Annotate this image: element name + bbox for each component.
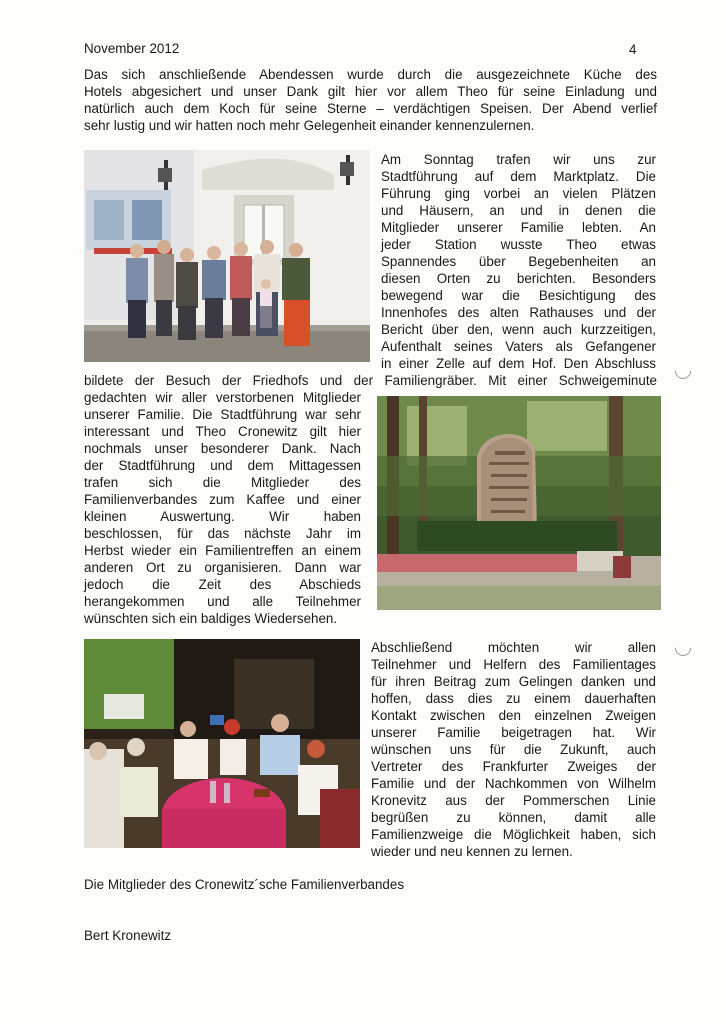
text-line: Kontakt zwischen den einzelnen Zweigen — [371, 708, 656, 723]
text-line: Aufenthalt seines Vaters als Gefangener — [381, 339, 656, 354]
text-line: Abschließend möchten wir allen — [371, 640, 656, 655]
group-photo — [84, 150, 370, 362]
text-line: natürlich auch dem Koch für seine Sterne – verdächtigen Speisen. Der Abend verlief — [84, 101, 657, 116]
text-line: Vertreter des Frankfurter Zweiges der — [371, 759, 656, 774]
text-line: Teilnehmer und Helfern des Familientages — [371, 657, 656, 672]
page-number: 4 — [629, 42, 637, 57]
text-line: Am Sonntag trafen wir uns zur — [381, 152, 656, 167]
text-line: wieder und neu kennen zu lernen. — [371, 844, 573, 859]
text-line: wünschen uns für die Zukunft, auch — [371, 742, 656, 757]
text-line: beschlossen, für das nächste Jahr im — [84, 526, 361, 541]
text-line: Kronevitz aus der Pommerschen Linie — [371, 793, 656, 808]
text-line: und Häusern, an und in denen die — [381, 203, 656, 218]
closing-paragraph — [371, 639, 656, 860]
text-line: Führung ging vorbei an vielen Plätzen — [381, 186, 656, 201]
text-line: für ihren Beitrag zum Gelingen danken und — [371, 674, 656, 689]
text-line: Spannendes über Begebenheiten an — [381, 254, 656, 269]
punch-hole-mark — [672, 637, 695, 660]
text-line: Bericht über den, wenn auch kurzzeitigen, — [381, 322, 656, 337]
text-line: jedoch die Zeit des Abschieds — [84, 577, 361, 592]
author-name: Bert Kronewitz — [84, 928, 172, 943]
text-line: bewegend war die Besichtigung des — [381, 288, 656, 303]
gravestone-photo — [377, 396, 661, 610]
text-line: Innenhofes des alten Rathauses und der — [381, 305, 656, 320]
text-line: hoffen, dass dies zu einem dauerhaften — [371, 691, 656, 706]
text-line: trafen sich die Mitglieder des — [84, 475, 361, 490]
sunday-paragraph — [381, 151, 656, 372]
text-line: der Stadtführung und dem Mittagessen — [84, 458, 361, 473]
cemetery-paragraph — [84, 389, 361, 627]
text-line: wünschten sich ein baldiges Wiedersehen. — [84, 611, 338, 626]
text-line: anderen Ort zu organisieren. Dann war — [84, 560, 361, 575]
intro-paragraph — [84, 66, 657, 134]
signature-line: Die Mitglieder des Cronewitz´sche Familienverbandes — [84, 877, 405, 892]
text-line: begrüßen zu können, damit alle — [371, 810, 656, 825]
punch-hole-mark — [672, 360, 695, 383]
text-line: Das sich anschließende Abendessen wurde durch die ausgezeichnete Küche des — [84, 67, 657, 82]
text-line: jeder Station wusste Theo etwas — [381, 237, 656, 252]
cafe-photo — [84, 639, 360, 848]
text-line: bildete der Besuch der Friedhofs und der Familiengräber. Mit einer Schweigeminute — [84, 373, 657, 388]
text-line: gedachten wir aller verstorbenen Mitglieder — [84, 390, 361, 405]
text-line: Familie und der Nachkommen von Wilhelm — [371, 776, 656, 791]
text-line: unserer Familie. Die Stadtführung war sehr — [84, 407, 361, 422]
text-line: herangekommen und alle Teilnehmer — [84, 594, 361, 609]
text-line: Familienzweige die Möglichkeit haben, sich — [371, 827, 656, 842]
text-line: diesen Orten zu berichten. Besonders — [381, 271, 656, 286]
text-line: interessant und Theo Cronewitz gilt hier — [84, 424, 361, 439]
text-line: Hotels abgesichert und unser Dank gilt hier vor allem Theo für seine Einladung und — [84, 84, 657, 99]
text-line: Mitglieder unserer Familie lebten. An — [381, 220, 656, 235]
text-line: Herbst wieder ein Familientreffen an einem — [84, 543, 361, 558]
text-line: kleinen Auswertung. Wir haben — [84, 509, 361, 524]
header-date: November 2012 — [84, 41, 180, 56]
text-line: Familienverbandes zum Kaffee und einer — [84, 492, 361, 507]
text-line: nochmals unser besonderer Dank. Nach — [84, 441, 361, 456]
text-line: Stadtführung auf dem Marktplatz. Die — [381, 169, 656, 184]
text-line: in einer Zelle auf dem Hof. Den Abschluss — [381, 356, 656, 371]
text-line: unserer Familie beigetragen hat. Wir — [371, 725, 656, 740]
text-line: sehr lustig und wir hatten noch mehr Gelegenheit einander kennenzulernen. — [84, 118, 535, 133]
